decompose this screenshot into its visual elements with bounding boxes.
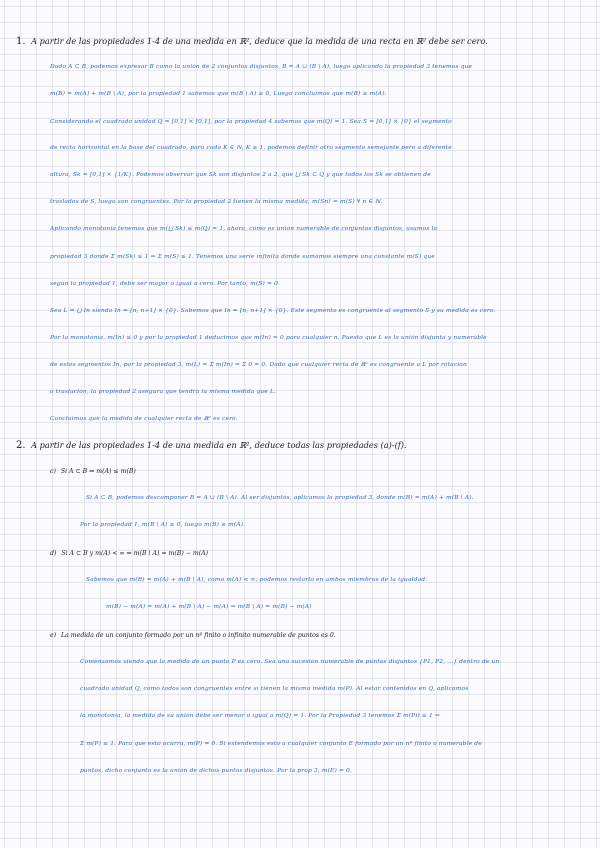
answer-1-line: altura, Sk = [0,1] × {1/K}. Podemos observar que Sk son disjuntos 2 a 2, que ⋃ Sk ⊂ Q y que todos los Sk se obtienen de xyxy=(50,172,431,178)
part-title: La medida de un conjunto formado por un nº finito o infinito numerable de puntos es 0. xyxy=(61,632,336,639)
answer-1-line: de recta horizontal en la base del cuadrado, para cada K ∈ ℕ, K ≥ 1, podemos definir otro segmento semejante pero a diferente xyxy=(50,145,452,151)
answer-1-line: Por la monotonía, m(In) ≤ 0 y por la propiedad 1 deducimos que m(In) = 0 para cualquier n. Puesto que L es la unión disjunta y numerable xyxy=(50,335,487,341)
answer-1-line: Sea L = ⋃ In siendo In = [n, n+1] × {0}. Sabemos que In = [n, n+1] × {0}. Este segmento es congruente al segmento S y su medida es cero. xyxy=(50,308,496,314)
answer-1-line: según la propiedad 1, debe ser mayor o igual a cero. Por tanto, m(S) = 0. xyxy=(50,281,281,287)
question-2-statement: A partir de las propiedades 1-4 de una medida en ℝ², deduce todas las propiedades (a)-(f). xyxy=(31,440,407,450)
question-2-number: 2. xyxy=(16,440,26,451)
answer-1-line: m(B) = m(A) + m(B \ A), por la propiedad 1 sabemos que m(B \ A) ≥ 0, Luego concluimos que m(B) ≥ m(A). xyxy=(50,91,387,97)
answer-1-line: traslados de S, luego son congruentes. Por la propiedad 2 tienen la misma medida, m(Sn) = m(S) ∀ n ∈ ℕ. xyxy=(50,199,383,205)
answer-1-line: Concluimos que la medida de cualquier recta de ℝ² es cero. xyxy=(50,416,238,422)
part-tag: c) xyxy=(50,468,56,475)
question-1-statement: A partir de las propiedades 1-4 de una medida en ℝ², deduce que la medida de una recta en ℝ² debe ser cero. xyxy=(31,36,488,46)
part-tag: e) xyxy=(50,632,57,639)
part-title: Si A ⊂ B ⇒ m(A) ≤ m(B) xyxy=(60,468,136,475)
part-title: Si A ⊂ B y m(A) < ∞ ⇒ m(B \ A) = m(B) − m(A) xyxy=(61,550,209,557)
question-2-heading xyxy=(16,440,586,451)
answer-2c-line: Por la propiedad 1, m(B \ A) ≥ 0, luego m(B) ≥ m(A). xyxy=(80,522,246,528)
answer-2e-line: puntos, dicho conjunto es la unión de dichos puntos disjuntos. Por la prop 3, m(E) = 0. xyxy=(80,768,352,774)
answer-1-line: Dado A ⊂ B, podemos expresar B como la unión de 2 conjuntos disjuntos, B = A ∪ (B \ A), luego aplicando la propiedad 3 tenemos que xyxy=(50,64,473,70)
answer-1-line: Considerando el cuadrado unidad Q = [0,1] × [0,1], por la propiedad 4 sabemos que m(Q) = 1. Sea S = [0,1] × {0} el segmento xyxy=(50,119,452,125)
question-2-part-c-title xyxy=(50,468,586,475)
answer-2c-line: Si A ⊂ B, podemos descomponer B = A ∪ (B \ A). Al ser disjuntos, aplicamos la propiedad 3, donde m(B) = m(A) + m(B \ A). xyxy=(86,495,474,501)
question-1-heading xyxy=(16,36,586,47)
question-2-part-e-title xyxy=(50,632,586,639)
question-1-number: 1. xyxy=(16,36,26,47)
answer-1-line: Aplicando monotonía tenemos que m(⋃ Sk) ≤ m(Q) = 1, ahora, como es unión numerable de conjuntos disjuntos, usamos la xyxy=(50,226,438,232)
part-tag: d) xyxy=(50,550,57,557)
answer-1-line: propiedad 3 donde Σ m(Sk) ≤ 1 ⇒ Σ m(S) ≤ 1. Tenemos una serie infinita donde sumamos siempre una constante m(S) que xyxy=(50,254,435,260)
answer-2e-line: la monotonía, la medida de su unión debe ser menor o igual a m(Q) = 1. Por la Propiedad 3 tenemos Σ m(Pi) ≤ 1 ⇒ xyxy=(80,713,440,719)
answer-1-line: o traslación, la propiedad 2 asegura que tendrá la misma medida que L. xyxy=(50,389,277,395)
question-2-part-d-title xyxy=(50,550,586,557)
answer-2e-line: Σ m(P) ≤ 1. Para que esto ocurra, m(P) = 0. Si extendemos esto a cualquier conjunto E formado por un nº finito o numerable de xyxy=(80,741,482,747)
answer-1-line: de estos segmentos In, por la propiedad 3, m(L) = Σ m(In) = Σ 0 = 0. Dado que cualquier recta de ℝ² es congruente a L por rotación xyxy=(50,362,467,368)
answer-2d-line: Sabemos que m(B) = m(A) + m(B \ A), como m(A) < ∞, podemos restarlo en ambos miembros de la igualdad: xyxy=(86,577,428,583)
answer-2e-line: cuadrado unidad Q, como todos son congruentes entre sí tienen la misma medida m(P). Al estar contenidos en Q, aplicamos xyxy=(80,686,469,692)
answer-2d-line: m(B) − m(A) = m(A) + m(B \ A) − m(A) ⇒ m(B \ A) = m(B) − m(A) xyxy=(106,604,312,610)
answer-2e-line: Comenzamos viendo que la medida de un punto P es cero. Sea una sucesión numerable de puntos disjuntos {P1, P2, ...} dentro de un xyxy=(80,659,500,665)
